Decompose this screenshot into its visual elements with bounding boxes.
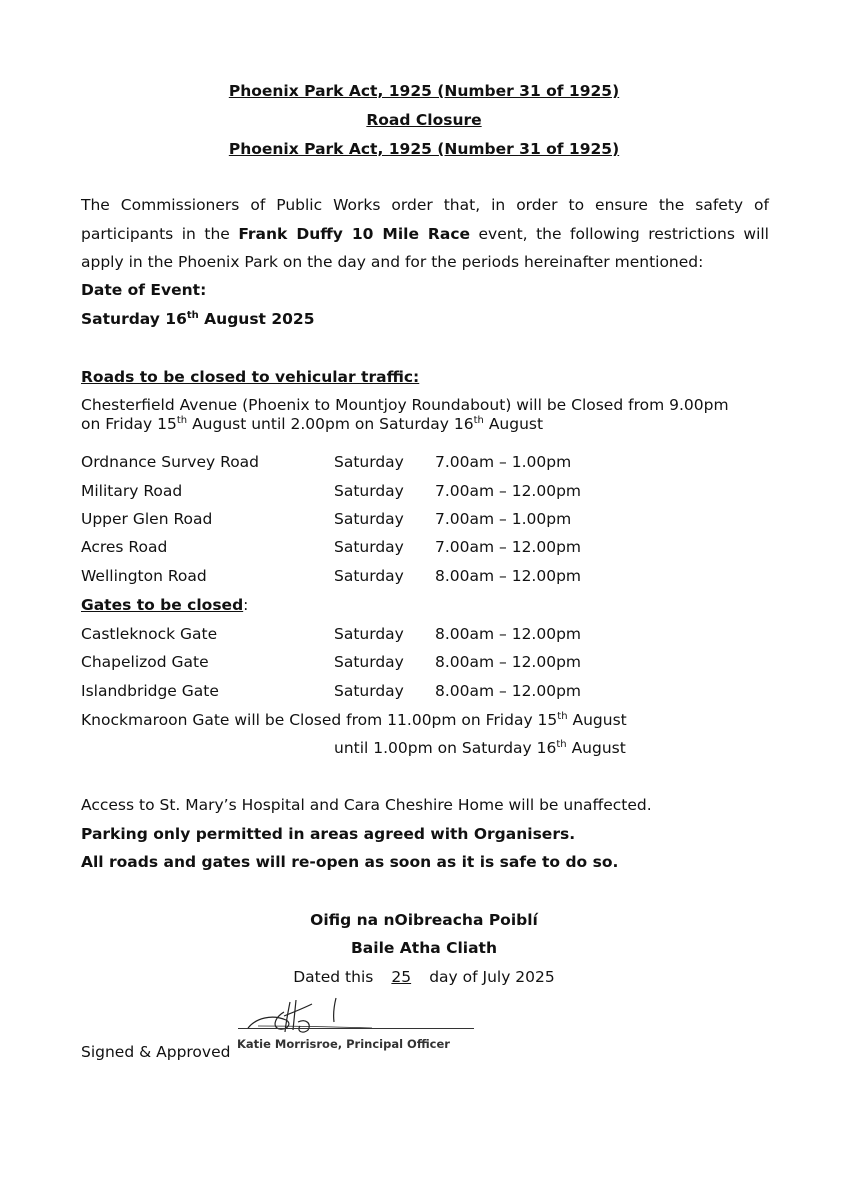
chesterfield-sup-1: th xyxy=(176,414,188,426)
knockmaroon-sup-1: th xyxy=(557,710,568,722)
signatory-name: Katie Morrisroe, Principal Officer xyxy=(237,1037,450,1051)
road-day: Saturday xyxy=(334,453,404,471)
chesterfield-notice xyxy=(81,396,781,434)
road-time: 8.00am – 12.00pm xyxy=(435,567,582,585)
road-name: Upper Glen Road xyxy=(81,510,213,528)
road-time: 7.00am – 1.00pm xyxy=(435,510,572,528)
road-day: Saturday xyxy=(334,482,404,500)
chesterfield-line-2 xyxy=(81,415,781,434)
event-date-suffix: th xyxy=(186,309,199,321)
road-day: Saturday xyxy=(334,567,404,585)
road-name: Wellington Road xyxy=(81,567,207,585)
intro-paragraph xyxy=(81,191,769,277)
knockmaroon-sup-2: th xyxy=(556,738,567,750)
road-time: 7.00am – 12.00pm xyxy=(435,482,582,500)
event-date xyxy=(81,310,315,328)
office-location: Baile Atha Cliath xyxy=(350,939,497,957)
chesterfield-text-a: on Friday 15 xyxy=(81,415,177,433)
gates-heading-text: Gates to be closed xyxy=(81,596,244,614)
road-closure-title: Road Closure xyxy=(366,111,482,129)
act-title: Phoenix Park Act, 1925 (Number 31 of 1925) xyxy=(228,82,620,100)
gate-name: Chapelizod Gate xyxy=(81,653,209,671)
dated-line xyxy=(0,968,848,986)
gate-day: Saturday xyxy=(334,682,404,700)
road-day: Saturday xyxy=(334,510,404,528)
office-name: Oifig na nOibreacha Poiblí xyxy=(310,911,538,929)
chesterfield-line-1: Chesterfield Avenue (Phoenix to Mountjoy Roundabout) will be Closed from 9.00pm xyxy=(81,396,729,414)
signed-approved-label: Signed & Approved xyxy=(81,1043,231,1061)
intro-text-2: event, the following restrictions will apply in the Phoenix Park on the day and for the periods hereinafter mentioned: xyxy=(81,224,769,271)
gate-day: Saturday xyxy=(334,653,404,671)
gates-heading xyxy=(81,596,248,614)
gate-time: 8.00am – 12.00pm xyxy=(435,682,582,700)
road-day: Saturday xyxy=(334,538,404,556)
gate-name: Castleknock Gate xyxy=(81,625,218,643)
parking-note: Parking only permitted in areas agreed with Organisers. xyxy=(81,825,576,843)
knockmaroon-line-1 xyxy=(81,711,627,729)
knockmaroon-text-b: August xyxy=(567,711,627,729)
road-time: 7.00am – 12.00pm xyxy=(435,538,582,556)
road-name: Acres Road xyxy=(81,538,168,556)
chesterfield-sup-2: th xyxy=(473,414,484,426)
dated-prefix: Dated this xyxy=(293,968,379,986)
knockmaroon-text-a: Knockmaroon Gate will be Closed from 11.00pm on Friday 15 xyxy=(81,711,558,729)
knockmaroon-text-c: until 1.00pm on Saturday 16 xyxy=(334,739,557,757)
event-date-day: Saturday 16 xyxy=(81,310,187,328)
dated-suffix: day of July 2025 xyxy=(424,968,555,986)
road-name: Military Road xyxy=(81,482,183,500)
event-date-rest: August 2025 xyxy=(198,310,315,328)
gates-heading-colon: : xyxy=(243,596,249,614)
access-note: Access to St. Mary’s Hospital and Cara Cheshire Home will be unaffected. xyxy=(81,796,652,814)
knockmaroon-text-d: August xyxy=(566,739,626,757)
signature-line xyxy=(238,1028,474,1029)
intro-text-1: The Commissioners of Public Works order that, in order to ensure the safety of participants in the xyxy=(81,196,769,243)
act-title-repeat: Phoenix Park Act, 1925 (Number 31 of 1925) xyxy=(228,140,620,158)
road-time: 7.00am – 1.00pm xyxy=(435,453,572,471)
gate-day: Saturday xyxy=(334,625,404,643)
chesterfield-text-b: August until 2.00pm on Saturday 16 xyxy=(187,415,474,433)
reopen-note: All roads and gates will re-open as soon as it is safe to do so. xyxy=(81,853,619,871)
dated-day: 25 xyxy=(391,968,412,986)
signature-icon xyxy=(238,996,378,1036)
road-name: Ordnance Survey Road xyxy=(81,453,260,471)
chesterfield-text-c: August xyxy=(483,415,544,433)
gate-time: 8.00am – 12.00pm xyxy=(435,625,582,643)
gate-time: 8.00am – 12.00pm xyxy=(435,653,582,671)
date-of-event-label: Date of Event: xyxy=(81,281,207,299)
event-name: Frank Duffy 10 Mile Race xyxy=(238,224,471,243)
knockmaroon-line-2 xyxy=(334,739,626,757)
gate-name: Islandbridge Gate xyxy=(81,682,219,700)
roads-heading: Roads to be closed to vehicular traffic: xyxy=(81,368,420,386)
